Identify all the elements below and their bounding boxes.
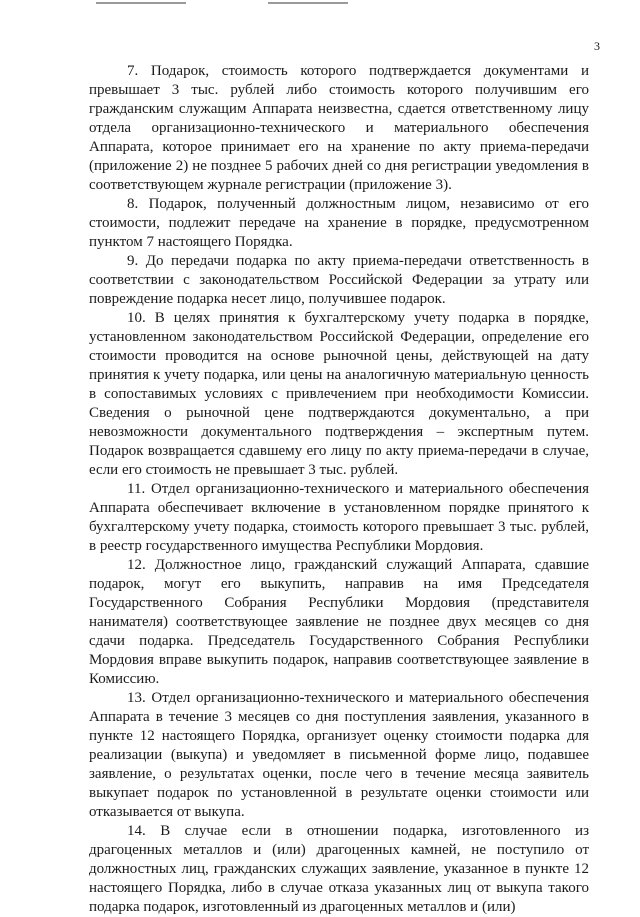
scan-artifacts: [0, 0, 640, 8]
paragraph-7: 7. Подарок, стоимость которого подтверждается документами и превышает 3 тыс. рублей либо стоимость которого получившим его гражданским служащим Аппарата неизвестна, сдается ответственному лицу отдела организационно-технического и материального обеспечения Аппарата, которое принимает его на хранение по акту приема-передачи (приложение 2) не позднее 5 рабочих дней со дня регистрации уведомления в соответствующем журнале регистрации (приложение 3).: [89, 63, 589, 193]
paragraph-14: 14. В случае если в отношении подарка, изготовленного из драгоценных металлов и (или) драгоценных камней, не поступило от должностных лиц, гражданских служащих заявление, указанное в пункте 12 настоящего Порядка, либо в случае отказа указанных лиц от выкупа такого подарка подарок, изготовленный из драгоценных металлов и (или): [89, 823, 589, 915]
paragraph-9: 9. До передачи подарка по акту приема-передачи ответственность в соответствии с законодательством Российской Федерации за утрату или повреждение подарка несет лицо, получившее подарок.: [89, 253, 589, 307]
document-body: [89, 62, 589, 917]
page-number: 3: [594, 39, 600, 53]
scan-mark: [96, 2, 186, 4]
paragraph-11: 11. Отдел организационно-технического и материального обеспечения Аппарата обеспечивает включение в установленном порядке принятого к бухгалтерскому учету подарка, стоимость которого превышает 3 тыс. рублей, в реестр государственного имущества Республики Мордовия.: [89, 481, 589, 554]
paragraph-8: 8. Подарок, полученный должностным лицом, независимо от его стоимости, подлежит передаче на хранение в порядке, предусмотренном пунктом 7 настоящего Порядка.: [89, 196, 589, 250]
scan-mark: [268, 2, 348, 4]
paragraph-13: 13. Отдел организационно-технического и материального обеспечения Аппарата в течение 3 месяцев со дня поступления заявления, указанного в пункте 12 настоящего Порядка, организует оценку стоимости подарка для реализации (выкупа) и уведомляет в письменной форме лицо, подавшее заявление, о результатах оценки, после чего в течение месяца заявитель выкупает подарок по установленной в результате оценки стоимости или отказывается от выкупа.: [89, 690, 589, 820]
paragraph-12: 12. Должностное лицо, гражданский служащий Аппарата, сдавшие подарок, могут его выкупить, направив на имя Председателя Государственного Собрания Республики Мордовия (представителя нанимателя) соответствующее заявление не позднее двух месяцев со дня сдачи подарка. Председатель Государственного Собрания Республики Мордовия вправе выкупить подарок, направив соответствующее заявление в Комиссию.: [89, 557, 589, 687]
paragraph-10: 10. В целях принятия к бухгалтерскому учету подарка в порядке, установленном законодательством Российской Федерации, определение его стоимости проводится на основе рыночной цены, действующей на дату принятия к учету подарка, или цены на аналогичную материальную ценность в сопоставимых условиях с привлечением при необходимости Комиссии. Сведения о рыночной цене подтверждаются документально, а при невозможности документального подтверждения – экспертным путем. Подарок возвращается сдавшему его лицу по акту приема-передачи в случае, если его стоимость не превышает 3 тыс. рублей.: [89, 310, 589, 478]
